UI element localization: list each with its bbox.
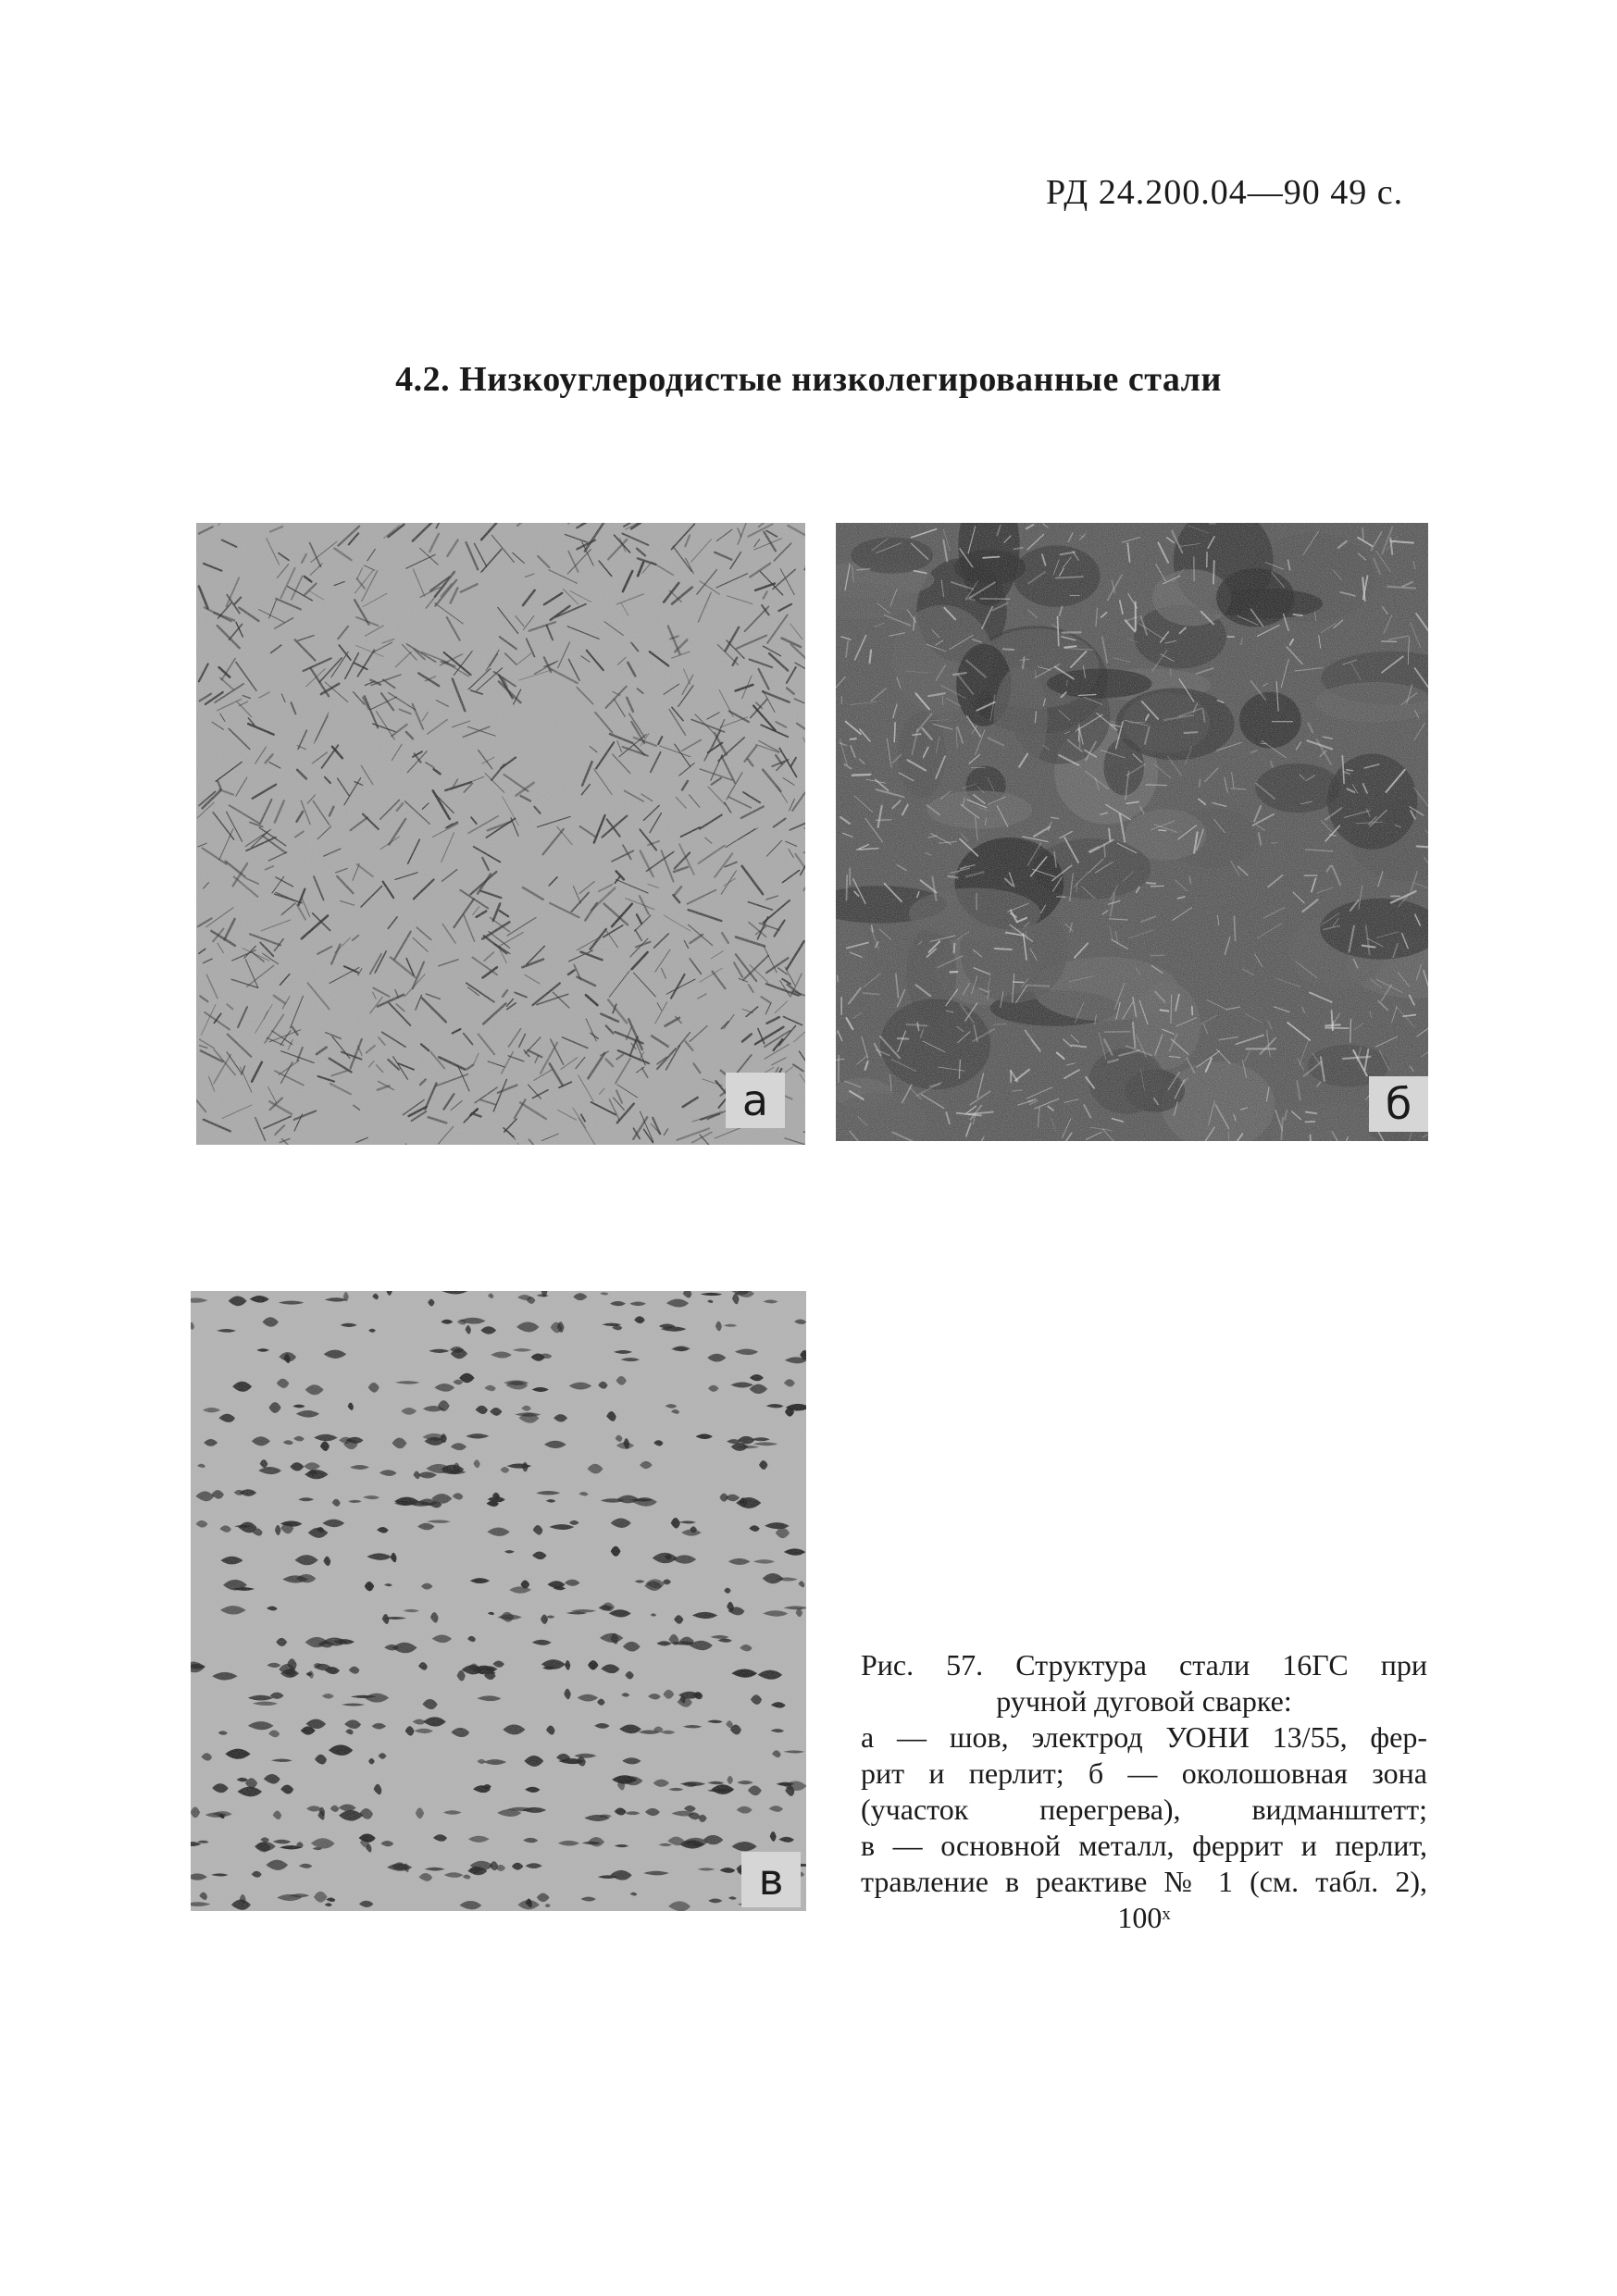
section-title: 4.2. Низкоуглеродистые низколегированные стали: [395, 360, 1222, 399]
caption-line: травление в реактиве № 1 (см. табл. 2),: [861, 1865, 1427, 1898]
micrograph-a-image: [196, 523, 805, 1145]
panel-label-b: б: [1369, 1076, 1428, 1132]
micrograph-b-image: [836, 523, 1428, 1141]
micrograph-a: [196, 523, 805, 1145]
running-header: РД 24.200.04—90 49 с.: [1046, 173, 1404, 212]
panel-label-a: а: [726, 1073, 785, 1128]
caption-line: (участок перегрева), видманштетт;: [861, 1793, 1427, 1826]
caption-line: ручной дуговой сварке:: [996, 1684, 1292, 1718]
caption-line: 100ˣ: [1117, 1901, 1171, 1934]
caption-line: в — основной металл, феррит и перлит,: [861, 1829, 1427, 1862]
caption-line: Рис. 57. Структура стали 16ГС при: [861, 1648, 1427, 1682]
micrograph-c-image: [191, 1291, 806, 1911]
figure-caption: [861, 1647, 1427, 1936]
micrograph-b: [836, 523, 1428, 1141]
caption-line: рит и перлит; б — околошовная зона: [861, 1756, 1427, 1790]
micrograph-c: [191, 1291, 806, 1911]
panel-label-c: в: [741, 1852, 801, 1907]
caption-line: а — шов, электрод УОНИ 13/55, фер-: [861, 1720, 1427, 1754]
